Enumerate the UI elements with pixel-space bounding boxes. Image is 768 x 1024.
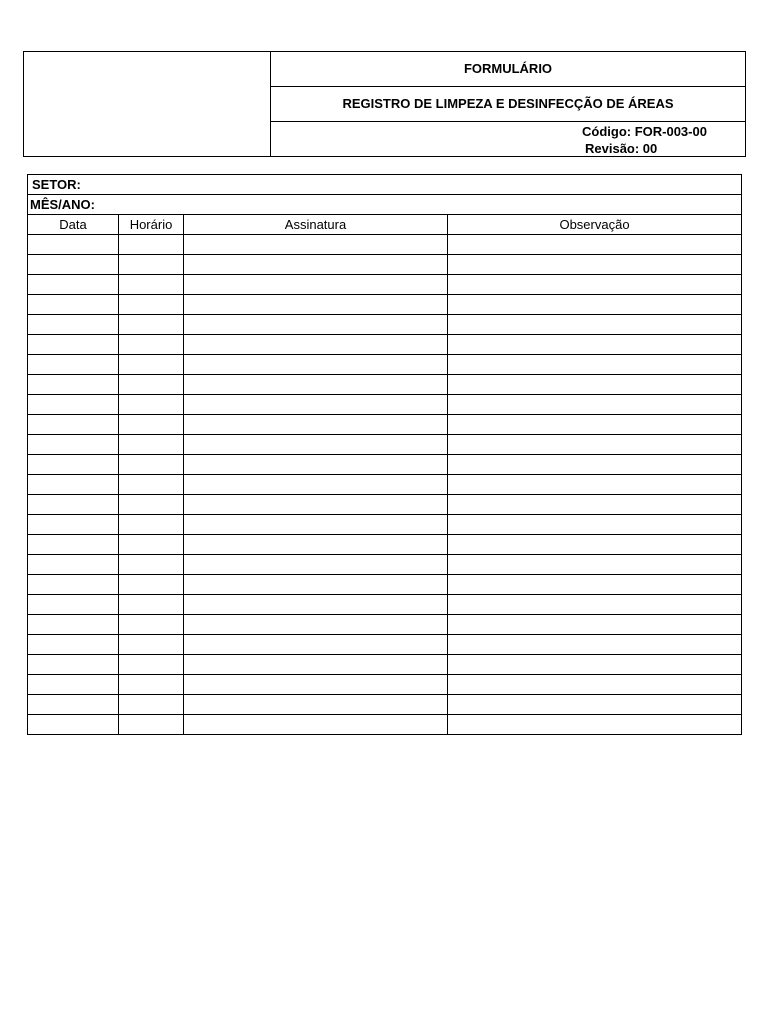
table-row [28, 435, 742, 455]
assinatura-cell[interactable] [184, 295, 448, 315]
assinatura-cell[interactable] [184, 715, 448, 735]
data-cell[interactable] [28, 435, 119, 455]
observacao-cell[interactable] [448, 295, 742, 315]
assinatura-cell[interactable] [184, 675, 448, 695]
assinatura-cell[interactable] [184, 555, 448, 575]
horario-cell[interactable] [119, 535, 184, 555]
table-row [28, 335, 742, 355]
horario-cell[interactable] [119, 275, 184, 295]
horario-cell[interactable] [119, 235, 184, 255]
data-cell[interactable] [28, 455, 119, 475]
cleaning-log-table [27, 174, 742, 735]
column-header-observacao: Observação [448, 215, 742, 235]
horario-cell[interactable] [119, 355, 184, 375]
observacao-cell[interactable] [448, 615, 742, 635]
table-row [28, 675, 742, 695]
table-row [28, 695, 742, 715]
data-cell[interactable] [28, 415, 119, 435]
assinatura-cell[interactable] [184, 255, 448, 275]
observacao-cell[interactable] [448, 335, 742, 355]
horario-cell[interactable] [119, 575, 184, 595]
observacao-cell[interactable] [448, 235, 742, 255]
data-cell[interactable] [28, 715, 119, 735]
assinatura-cell[interactable] [184, 615, 448, 635]
form-meta [271, 122, 745, 156]
table-row [28, 235, 742, 255]
table-row [28, 475, 742, 495]
observacao-cell[interactable] [448, 655, 742, 675]
horario-cell[interactable] [119, 475, 184, 495]
assinatura-cell[interactable] [184, 455, 448, 475]
table-row [28, 295, 742, 315]
observacao-cell[interactable] [448, 715, 742, 735]
assinatura-cell[interactable] [184, 635, 448, 655]
table-row [28, 635, 742, 655]
column-header-row [28, 215, 742, 235]
assinatura-cell[interactable] [184, 575, 448, 595]
data-cell[interactable] [28, 495, 119, 515]
table-row [28, 715, 742, 735]
data-cell[interactable] [28, 575, 119, 595]
table-row [28, 455, 742, 475]
data-cell[interactable] [28, 355, 119, 375]
mes-ano-field[interactable]: MÊS/ANO: [28, 195, 742, 215]
data-cell[interactable] [28, 475, 119, 495]
table-row [28, 415, 742, 435]
data-cell[interactable] [28, 555, 119, 575]
horario-cell[interactable] [119, 255, 184, 275]
observacao-cell[interactable] [448, 435, 742, 455]
data-cell[interactable] [28, 375, 119, 395]
assinatura-cell[interactable] [184, 435, 448, 455]
data-cell[interactable] [28, 275, 119, 295]
assinatura-cell[interactable] [184, 395, 448, 415]
observacao-cell[interactable] [448, 695, 742, 715]
data-cell[interactable] [28, 255, 119, 275]
table-row [28, 395, 742, 415]
data-cell[interactable] [28, 295, 119, 315]
setor-field[interactable]: SETOR: [28, 175, 742, 195]
assinatura-cell[interactable] [184, 495, 448, 515]
horario-cell[interactable] [119, 555, 184, 575]
table-row [28, 255, 742, 275]
setor-row [28, 175, 742, 195]
assinatura-cell[interactable] [184, 355, 448, 375]
data-cell[interactable] [28, 695, 119, 715]
horario-cell[interactable] [119, 395, 184, 415]
observacao-cell[interactable] [448, 455, 742, 475]
column-header-data: Data [28, 215, 119, 235]
assinatura-cell[interactable] [184, 475, 448, 495]
table-row [28, 275, 742, 295]
assinatura-cell[interactable] [184, 415, 448, 435]
observacao-cell[interactable] [448, 475, 742, 495]
data-cell[interactable] [28, 235, 119, 255]
horario-cell[interactable] [119, 455, 184, 475]
data-cell[interactable] [28, 335, 119, 355]
data-cell[interactable] [28, 315, 119, 335]
horario-cell[interactable] [119, 375, 184, 395]
horario-cell[interactable] [119, 295, 184, 315]
form-type-label: FORMULÁRIO [271, 52, 745, 87]
table-row [28, 315, 742, 335]
table-row [28, 355, 742, 375]
observacao-cell[interactable] [448, 635, 742, 655]
column-header-assinatura: Assinatura [184, 215, 448, 235]
horario-cell[interactable] [119, 315, 184, 335]
data-cell[interactable] [28, 395, 119, 415]
observacao-cell[interactable] [448, 535, 742, 555]
table-row [28, 535, 742, 555]
assinatura-cell[interactable] [184, 235, 448, 255]
horario-cell[interactable] [119, 335, 184, 355]
assinatura-cell[interactable] [184, 375, 448, 395]
table-row [28, 575, 742, 595]
horario-cell[interactable] [119, 435, 184, 455]
assinatura-cell[interactable] [184, 515, 448, 535]
assinatura-cell[interactable] [184, 315, 448, 335]
observacao-cell[interactable] [448, 495, 742, 515]
observacao-cell[interactable] [448, 415, 742, 435]
data-cell[interactable] [28, 615, 119, 635]
observacao-cell[interactable] [448, 595, 742, 615]
mes-ano-row [28, 195, 742, 215]
form-revision: Revisão: 00 [585, 141, 658, 156]
data-cell[interactable] [28, 635, 119, 655]
table-row [28, 615, 742, 635]
observacao-cell[interactable] [448, 355, 742, 375]
form-title: REGISTRO DE LIMPEZA E DESINFECÇÃO DE ÁREAS [271, 87, 745, 122]
horario-cell[interactable] [119, 635, 184, 655]
assinatura-cell[interactable] [184, 535, 448, 555]
observacao-cell[interactable] [448, 675, 742, 695]
table-row [28, 595, 742, 615]
assinatura-cell[interactable] [184, 275, 448, 295]
table-row [28, 375, 742, 395]
horario-cell[interactable] [119, 415, 184, 435]
logo-cell [24, 52, 271, 156]
horario-cell[interactable] [119, 655, 184, 675]
horario-cell[interactable] [119, 595, 184, 615]
column-header-horario: Horário [119, 215, 184, 235]
horario-cell[interactable] [119, 495, 184, 515]
horario-cell[interactable] [119, 695, 184, 715]
horario-cell[interactable] [119, 675, 184, 695]
observacao-cell[interactable] [448, 555, 742, 575]
horario-cell[interactable] [119, 515, 184, 535]
observacao-cell[interactable] [448, 315, 742, 335]
assinatura-cell[interactable] [184, 335, 448, 355]
table-row [28, 515, 742, 535]
horario-cell[interactable] [119, 615, 184, 635]
form-header [23, 51, 746, 157]
observacao-cell[interactable] [448, 515, 742, 535]
observacao-cell[interactable] [448, 575, 742, 595]
observacao-cell[interactable] [448, 275, 742, 295]
data-cell[interactable] [28, 515, 119, 535]
assinatura-cell[interactable] [184, 595, 448, 615]
data-cell[interactable] [28, 655, 119, 675]
form-code: Código: FOR-003-00 [582, 124, 707, 139]
table-row [28, 495, 742, 515]
observacao-cell[interactable] [448, 255, 742, 275]
assinatura-cell[interactable] [184, 655, 448, 675]
horario-cell[interactable] [119, 715, 184, 735]
assinatura-cell[interactable] [184, 695, 448, 715]
table-row [28, 655, 742, 675]
data-cell[interactable] [28, 595, 119, 615]
table-row [28, 555, 742, 575]
data-cell[interactable] [28, 675, 119, 695]
observacao-cell[interactable] [448, 395, 742, 415]
observacao-cell[interactable] [448, 375, 742, 395]
data-cell[interactable] [28, 535, 119, 555]
